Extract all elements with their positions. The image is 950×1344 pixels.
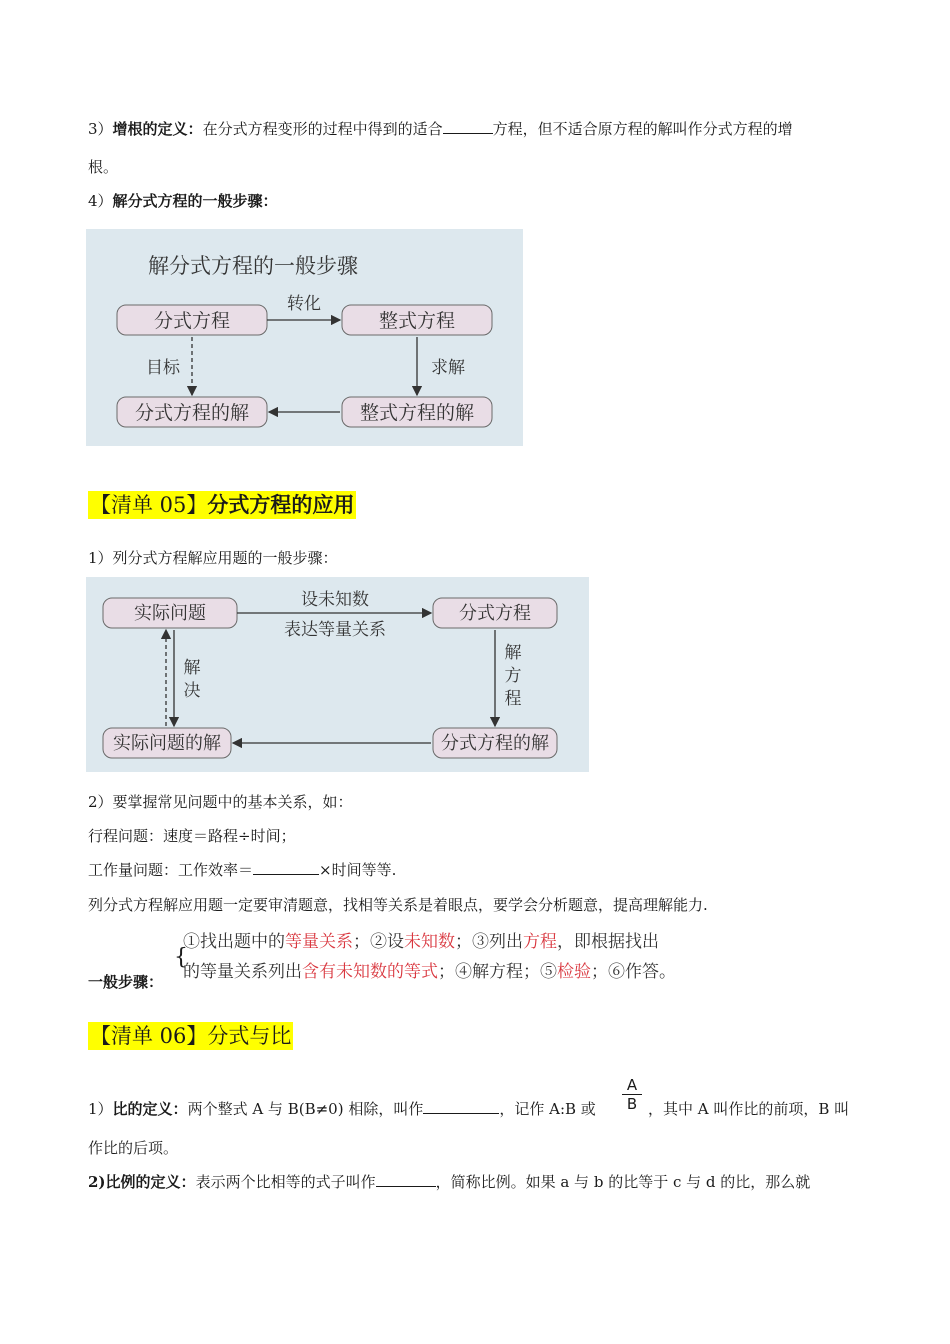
paragraph-advice (88, 894, 708, 916)
fraction-numerator: A (622, 1076, 642, 1095)
section-heading-05 (88, 491, 356, 519)
box-label: 分式方程 (459, 603, 531, 624)
text-red: 未知数 (404, 932, 455, 952)
text: 在分式方程变形的过程中得到的适合 (202, 120, 443, 138)
item-number: 4） (88, 192, 113, 210)
figure-application-steps (86, 577, 589, 772)
box-label: 实际问题 (134, 603, 206, 624)
text: 1）列分式方程解应用题的一般步骤： (88, 549, 338, 567)
paragraph-proportion-def (88, 1171, 810, 1193)
paragraph-ratio-def-tail (648, 1098, 849, 1120)
fill-blank (253, 859, 319, 875)
paragraph-app-steps (88, 547, 338, 569)
arrow-label: 方 (504, 666, 522, 686)
text: ①找出题中的 (183, 932, 285, 952)
text: 表示两个比相等的式子叫作 (195, 1173, 376, 1191)
text: ；②设 (353, 932, 404, 952)
box-label: 整式方程的解 (359, 402, 475, 424)
text: ×时间等等. (319, 861, 397, 879)
figure-solve-steps (86, 229, 523, 446)
steps-line-1 (183, 927, 659, 957)
paragraph-steps-heading (88, 190, 278, 212)
term-label: 解分式方程的一般步骤： (112, 192, 278, 210)
arrow-label: 决 (183, 681, 201, 701)
steps-brace: { (174, 945, 188, 970)
paragraph-continuation (88, 156, 118, 178)
paragraph-relations (88, 791, 353, 813)
fraction-denominator: B (626, 1095, 638, 1113)
item-number: 1） (88, 1100, 113, 1118)
text: ；③列出 (455, 932, 523, 952)
steps-label: 一般步骤： (88, 973, 164, 991)
paragraph-ratio-def (88, 1098, 596, 1120)
text: 的等量关系列出 (183, 962, 302, 982)
steps-line-2 (183, 957, 676, 987)
paragraph-work (88, 859, 396, 881)
term-label: 比的定义： (112, 1100, 188, 1118)
box-label: 整式方程 (378, 310, 456, 332)
arrow-label: 目标 (146, 358, 180, 378)
item-number: 3） (88, 120, 113, 138)
term-label: 增根的定义： (112, 120, 203, 138)
paragraph-ratio-def-cont (88, 1137, 178, 1159)
heading-tag: 【清单 05】 (90, 493, 208, 517)
heading-tag: 【清单 06】 (90, 1024, 208, 1048)
arrow-label: 求解 (431, 358, 465, 378)
heading-title: 分式方程的应用 (207, 492, 355, 517)
arrow-label: 解 (183, 658, 201, 678)
fill-blank (376, 1171, 436, 1187)
box-label: 分式方程的解 (134, 402, 250, 424)
text: 行程问题：速度＝路程÷时间； (88, 827, 296, 845)
arrow-label: 转化 (287, 294, 321, 314)
text: ，简称比例。如果 a 与 b 的比等于 c 与 d 的比，那么就 (435, 1173, 811, 1191)
heading-title: 分式与比 (207, 1024, 292, 1048)
text: ，即根据找出 (557, 932, 659, 952)
arrow-label: 设未知数 (301, 590, 369, 610)
arrow-label: 表达等量关系 (284, 620, 386, 640)
text: ，记作 A:B 或 (499, 1100, 596, 1118)
fill-blank (423, 1098, 499, 1114)
arrow-label: 程 (504, 689, 522, 709)
fill-blank (443, 118, 493, 134)
text: 两个整式 A 与 B(B≠0) 相除，叫作 (187, 1100, 424, 1118)
paragraph-travel (88, 825, 296, 847)
text-red: 含有未知数的等式 (302, 962, 438, 982)
text: 作比的后项。 (88, 1139, 179, 1157)
paragraph-zenggen (88, 118, 793, 140)
item-number: 2) (88, 1173, 106, 1191)
text: ；④解方程；⑤ (438, 962, 557, 982)
text: 方程，但不适合原方程的解叫作分式方程的增 (492, 120, 793, 138)
section-heading-06 (88, 1022, 293, 1050)
diagram-svg (86, 229, 523, 446)
fraction-a-over-b (622, 1076, 642, 1113)
text: 根。 (88, 158, 119, 176)
text-red: 方程 (523, 932, 557, 952)
text: ，其中 A 叫作比的前项，B 叫 (648, 1100, 850, 1118)
arrow-label: 解 (504, 643, 522, 663)
box-label: 实际问题的解 (113, 733, 221, 754)
text: ；⑥作答。 (591, 962, 676, 982)
diagram-title: 解分式方程的一般步骤 (148, 254, 358, 278)
term-label: 比例的定义： (105, 1173, 196, 1191)
text: 工作量问题：工作效率＝ (88, 861, 254, 879)
box-label: 分式方程 (153, 310, 231, 332)
box-label: 分式方程的解 (441, 733, 549, 754)
text: 2）要掌握常见问题中的基本关系，如： (88, 793, 353, 811)
diagram-svg (86, 577, 589, 772)
text-red: 检验 (557, 962, 591, 982)
text: 列分式方程解应用题一定要审清题意，找相等关系是着眼点，要学会分析题意，提高理解能力. (88, 896, 708, 914)
text-red: 等量关系 (285, 932, 353, 952)
